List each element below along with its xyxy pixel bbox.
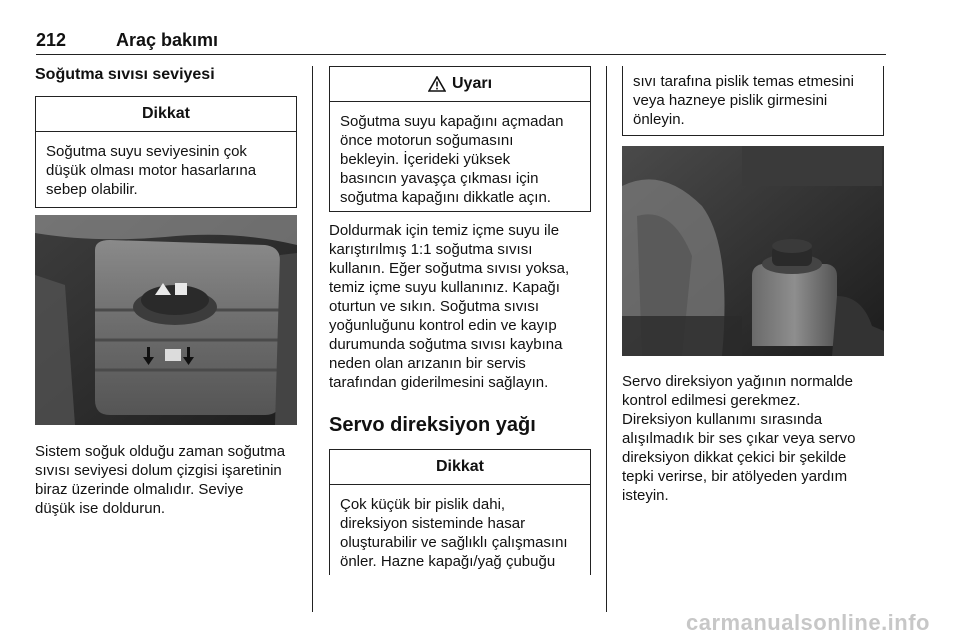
- notice-box: [35, 96, 297, 208]
- power-steering-reservoir-illustration: [622, 146, 884, 356]
- notice-title: Dikkat: [36, 97, 296, 132]
- text-line: veya hazneye pislik girmesini: [633, 92, 828, 109]
- text-line: önleyin.: [633, 111, 685, 128]
- column-3: [622, 66, 884, 136]
- power-steering-paragraph: [622, 372, 884, 505]
- page-header: [36, 26, 886, 55]
- text-line: isteyin.: [622, 487, 669, 504]
- text-line: önler. Hazne kapağı/yağ çubuğu: [340, 553, 556, 570]
- power-steering-reservoir-photo: [622, 146, 884, 356]
- text-line: düşük olması motor hasarlarına: [46, 162, 257, 179]
- notice-text: [36, 132, 296, 211]
- text-line: direksiyon sisteminde hasar: [340, 515, 526, 532]
- text-line: Servo direksiyon yağının normalde: [622, 373, 853, 390]
- warning-header: [330, 67, 590, 102]
- text-line: kullanın. Eğer soğutma sıvısı yoksa,: [329, 260, 570, 277]
- text-line: karıştırılmış 1:1 soğutma sıvısı: [329, 241, 533, 258]
- text-line: Sistem soğuk olduğu zaman soğutma: [35, 443, 286, 460]
- notice-box-steering: [329, 449, 591, 575]
- text-line: Direksiyon kullanımı sırasında: [622, 411, 823, 428]
- text-line: Soğutma suyu kapağını açmadan: [340, 113, 564, 130]
- caption-text: [35, 442, 297, 518]
- column-2: [329, 66, 591, 575]
- text-line: tepki verirse, bir atölyeden yardım: [622, 468, 848, 485]
- text-line: neden olan arızanın bir servis: [329, 355, 526, 372]
- column-3-body: [622, 372, 884, 505]
- warning-title: Uyarı: [451, 75, 493, 92]
- warning-text: [330, 102, 590, 219]
- text-line: Çok küçük bir pislik dahi,: [340, 496, 506, 513]
- column-divider: [312, 66, 313, 612]
- section-heading-coolant: Soğutma sıvısı seviyesi: [35, 66, 215, 83]
- text-line: Doldurmak için temiz içme suyu ile: [329, 222, 560, 239]
- text-line: temiz içme suyu kullanınız. Kapağı: [329, 279, 560, 296]
- coolant-reservoir-illustration: [35, 215, 297, 425]
- text-line: sıvısı seviyesi dolum çizgisi işaretinin: [35, 462, 282, 479]
- coolant-reservoir-photo: [35, 215, 297, 425]
- text-line: oturtun ve sıkın. Soğutma sıvısı: [329, 298, 540, 315]
- column-1: [35, 66, 297, 208]
- warning-box: [329, 66, 591, 212]
- text-line: durumunda soğutma sıvısı kaybına: [329, 336, 563, 353]
- notice-box-continued: [622, 66, 884, 136]
- text-line: oluşturabilir ve sağlıklı çalışmasını: [340, 534, 568, 551]
- column-divider: [606, 66, 607, 612]
- warning-triangle-icon: [428, 76, 446, 92]
- notice-continued-text: [623, 66, 883, 141]
- text-line: yoğunluğunu kontrol edin ve kayıp: [329, 317, 557, 334]
- text-line: soğutma kapağını dikkatle açın.: [340, 189, 551, 206]
- text-line: kontrol edilmesi gerekmez.: [622, 392, 801, 409]
- section-heading-power-steering: Servo direksiyon yağı: [329, 414, 536, 436]
- notice-text: [330, 485, 590, 583]
- column-1-caption: [35, 442, 297, 518]
- notice-title: Dikkat: [330, 450, 590, 485]
- text-line: tarafından giderilmesini sağlayın.: [329, 374, 549, 391]
- text-line: biraz üzerinde olmalıdır. Seviye: [35, 481, 244, 498]
- text-line: Soğutma suyu seviyesinin çok: [46, 143, 247, 160]
- fill-instructions-paragraph: [329, 221, 591, 392]
- page-number: 212: [36, 30, 67, 50]
- text-line: bekleyin. İçerideki yüksek: [340, 151, 511, 168]
- text-line: sıvı tarafına pislik temas etmesini: [633, 73, 854, 90]
- text-line: düşük ise doldurun.: [35, 500, 166, 517]
- text-line: alışılmadık bir ses çıkar veya servo: [622, 430, 856, 447]
- page-title: Araç bakımı: [116, 30, 219, 50]
- text-line: basıncın yavaşça çıkması için: [340, 170, 539, 187]
- watermark: carmanualsonline.info: [686, 610, 930, 635]
- text-line: direksiyon dikkat çekici bir şekilde: [622, 449, 847, 466]
- text-line: sebep olabilir.: [46, 181, 138, 198]
- text-line: önce motorun soğumasını: [340, 132, 514, 149]
